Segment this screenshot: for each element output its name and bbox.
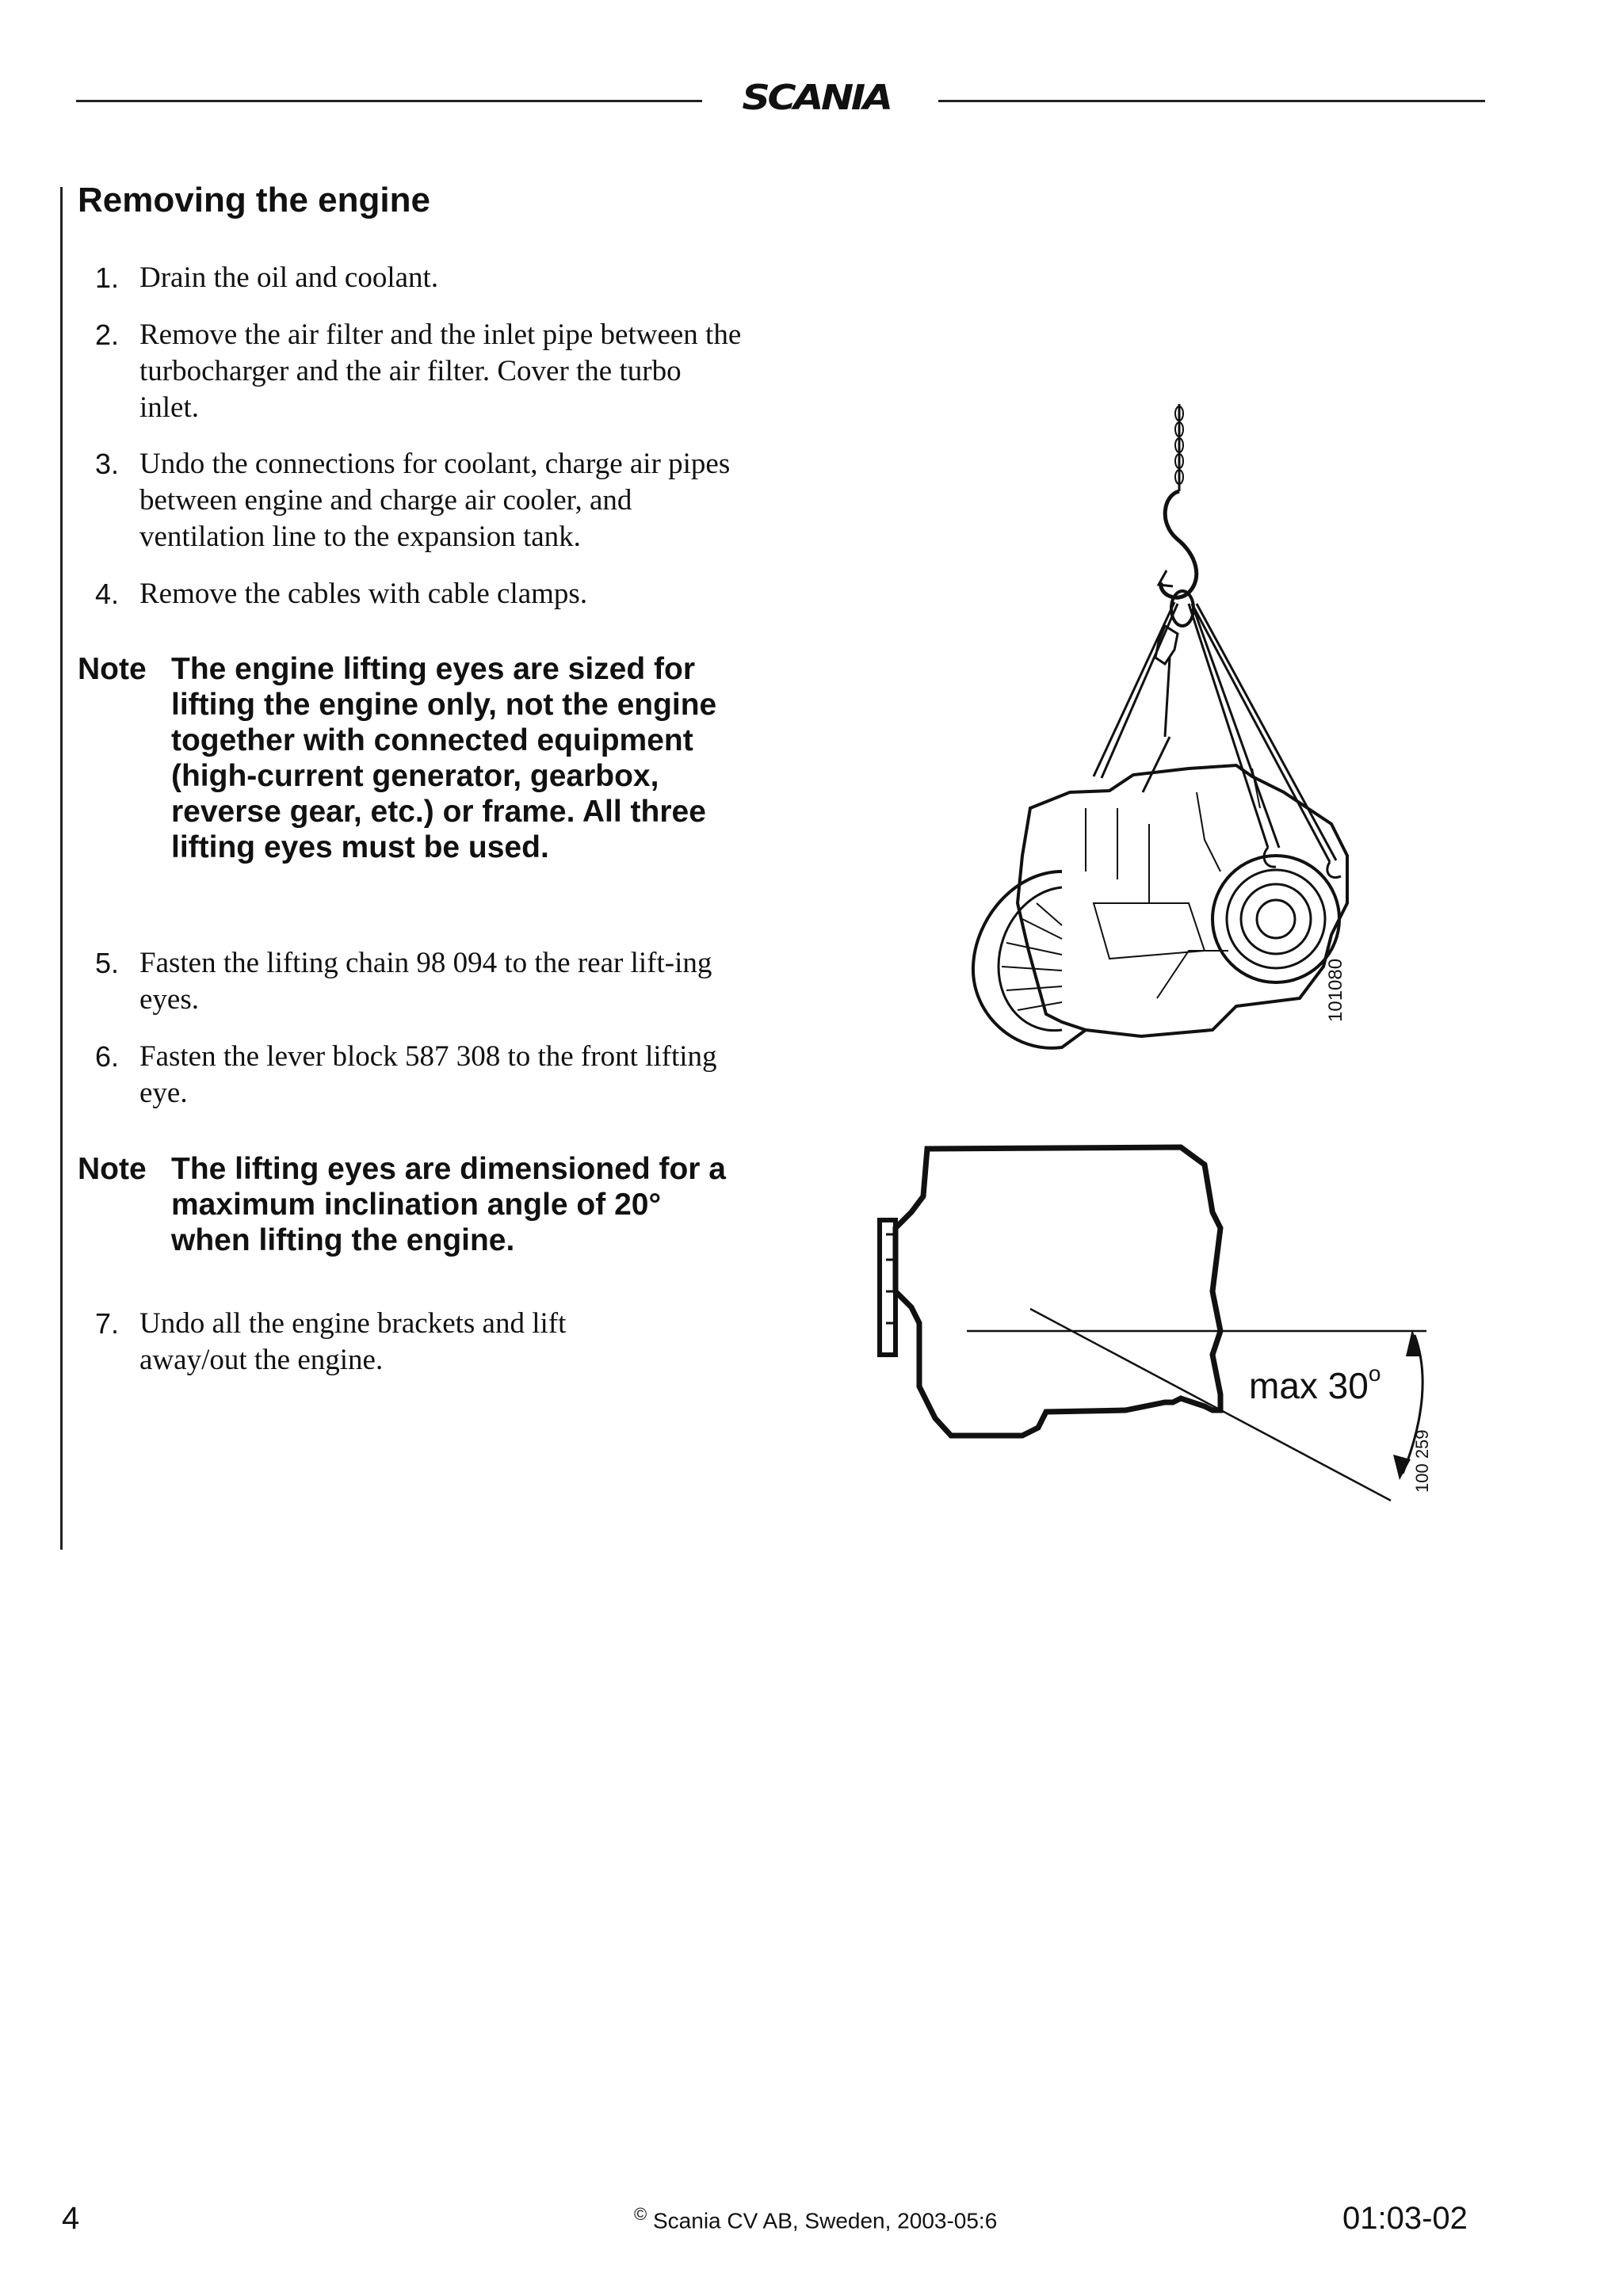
step-number: 7. [95,1307,120,1340]
step-number: 5. [95,947,120,979]
arrow-up-icon [1406,1329,1422,1356]
document-code: 01:03-02 [1342,2201,1468,2236]
header-rule-right [938,100,1485,102]
step-text: Remove the air filter and the inlet pipe between the turbocharger and the air filter. Cover the turbo inlet. [139,318,742,424]
copyright-line [634,2204,997,2233]
step-number: 4. [95,578,120,610]
degree-symbol: o [1368,1361,1381,1386]
section-title: Removing the engine [78,181,430,219]
figure-id: 101080 [1325,958,1346,1022]
inclination-diagram [864,1133,1482,1513]
step-number: 3. [95,448,120,480]
step-text: Fasten the lever block 587 308 to the front lifting eye. [139,1040,717,1109]
step-number: 1. [95,261,120,294]
step-text: Remove the cables with cable clamps. [139,578,588,610]
change-bar [60,187,63,1550]
scania-logo: SCANIA [742,78,891,118]
step-text: Drain the oil and coolant. [139,261,439,294]
note-label: Note [78,1152,147,1186]
copyright-text: Scania CV AB, Sweden, 2003-05:6 [653,2208,998,2233]
step-text: Fasten the lifting chain 98 094 to the rear lift-ing eyes. [139,947,712,1016]
note-text: The engine lifting eyes are sized for lifting the engine only, not the engine together with connected equipment (high-current generator, gearbox, reverse gear, etc.) or frame. All three lifting eyes must be used. [171,652,717,864]
step-text: Undo the connections for coolant, charge air pipes between engine and charge air cooler, and ventilation line to the expansion tank. [139,448,731,553]
figure-id: 100 259 [1412,1429,1432,1493]
header-rule-left [76,100,702,102]
note-label: Note [78,652,147,686]
step-number: 6. [95,1040,120,1073]
step-text: Undo all the engine brackets and lift away/out the engine. [139,1307,567,1376]
copyright-symbol: © [634,2204,647,2224]
angle-label [1249,1361,1381,1407]
note-text: The lifting eyes are dimensioned for a maximum inclination angle of 20° when lifting the engine. [171,1152,727,1257]
angle-text: max 30 [1249,1365,1369,1406]
step-number: 2. [95,318,120,351]
page-number: 4 [62,2201,80,2236]
